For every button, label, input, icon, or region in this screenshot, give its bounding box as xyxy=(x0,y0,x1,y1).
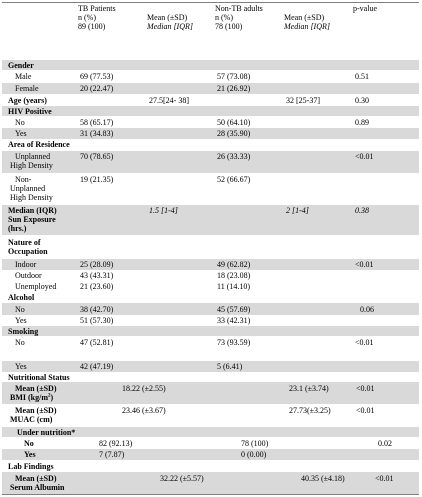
cell-mean2: 27.73(±3.25) xyxy=(289,406,331,415)
cell-median2: 32 [25-37] xyxy=(286,96,320,105)
row-label: Unemployed xyxy=(15,282,57,291)
row-label: No xyxy=(15,305,25,314)
section-hiv xyxy=(2,106,419,116)
row-label: No xyxy=(15,338,25,347)
cell-median1: 27.5[24- 38] xyxy=(149,96,189,105)
section-label: Under nutrition* xyxy=(17,428,76,437)
header-nontb-unit: n (%) xyxy=(215,13,233,22)
table-row xyxy=(2,270,419,281)
table-row xyxy=(2,303,419,315)
cell-p: <0.01 xyxy=(356,384,375,393)
row-label-2: BMI $(kg/m^2)$ xyxy=(10,393,54,402)
cell-nontb: 28 (35.90) xyxy=(217,129,251,138)
row-label-2: High Density xyxy=(10,161,53,170)
cell-tb: 38 (42.70) xyxy=(80,305,114,314)
row-label: Yes xyxy=(15,316,27,325)
header-pvalue: p-value xyxy=(353,4,377,13)
table-row xyxy=(2,449,419,460)
cell-nontb: 50 (64.10) xyxy=(217,118,251,127)
top-rule xyxy=(2,2,419,3)
cell-p: 0.06 xyxy=(360,305,374,314)
header-tb-unit: n (%) xyxy=(78,13,96,22)
cell-tb: 42 (47.19) xyxy=(80,362,114,371)
cell-p: <0.01 xyxy=(355,338,374,347)
cell-nontb: 52 (66.67) xyxy=(217,175,251,184)
cell-p: 0.38 xyxy=(355,206,369,215)
cell-tb: 21 (23.60) xyxy=(80,282,114,291)
cell-tb: 51 (57.30) xyxy=(80,316,114,325)
row-label: No xyxy=(15,118,25,127)
cell-p: 0.30 xyxy=(355,96,369,105)
row-label: Yes xyxy=(24,450,36,459)
row-label: Median (IQR) xyxy=(8,206,57,215)
section-label: Nature of xyxy=(8,238,41,247)
cell-nontb: 57 (73.08) xyxy=(217,72,251,81)
section-smoking xyxy=(2,326,419,336)
section-nutrition xyxy=(2,372,419,382)
row-label: No xyxy=(24,439,34,448)
section-occupation xyxy=(2,236,419,258)
row-label-2: MUAC (cm) xyxy=(10,415,53,424)
cell-nontb: 11 (14.10) xyxy=(217,282,251,291)
cell-tb: 69 (77.53) xyxy=(80,72,114,81)
cell-nontb: 45 (57.69) xyxy=(217,305,251,314)
row-label: Yes xyxy=(15,129,27,138)
table-row xyxy=(2,472,419,494)
cell-p: 0.89 xyxy=(355,118,369,127)
table-row xyxy=(2,281,419,292)
row-label-3: High Density xyxy=(10,193,53,202)
cell-mean1: 32.22 (±5.57) xyxy=(160,474,204,483)
cell-nontb: 78 (100) xyxy=(241,439,269,448)
header-tb-label: TB Patients xyxy=(78,4,116,13)
section-under-nutrition xyxy=(2,427,419,437)
cell-mean2: 23.1 (±3.74) xyxy=(289,384,329,393)
row-label: Outdoor xyxy=(15,271,42,280)
row-label: Mean (±SD) xyxy=(15,384,57,393)
table-row xyxy=(2,95,419,106)
header-mean2: Mean (±SD) xyxy=(284,13,325,22)
cell-tb: 43 (43.31) xyxy=(80,271,114,280)
cell-p: 0.51 xyxy=(355,72,369,81)
cell-p: <0.01 xyxy=(356,406,375,415)
cell-nontb: 26 (33.33) xyxy=(217,152,251,161)
section-label: Nutritional Status xyxy=(8,373,70,382)
section-label: Alcohol xyxy=(8,293,35,302)
table-row xyxy=(2,438,419,449)
row-label-2: Serum Albumin xyxy=(10,483,65,492)
section-gender xyxy=(2,60,419,70)
cell-median2: 2 [1-4] xyxy=(286,206,309,215)
cell-nontb: 21 (26.92) xyxy=(217,84,251,93)
header-tb-total: 89 (100) xyxy=(78,22,106,31)
row-label: Male xyxy=(15,72,32,81)
cell-tb: 20 (22.47) xyxy=(80,84,114,93)
row-label: Yes xyxy=(15,362,27,371)
cell-tb: 25 (28.09) xyxy=(80,260,114,269)
section-label: HIV Positive xyxy=(8,107,52,116)
table-row xyxy=(2,259,419,270)
table-row xyxy=(2,71,419,82)
section-lab xyxy=(2,461,419,471)
header-nontb-total: 78 (100) xyxy=(215,22,243,31)
table-row xyxy=(2,83,419,94)
section-label: Lab Findings xyxy=(8,462,54,471)
row-label-2: Sun Exposure xyxy=(8,215,56,224)
table-row xyxy=(2,117,419,128)
row-label-3: (hrs.) xyxy=(8,224,27,233)
table-row xyxy=(2,173,419,204)
cell-p: <0.01 xyxy=(355,260,374,269)
table-row xyxy=(2,361,419,372)
cell-tb: 58 (65.17) xyxy=(80,118,114,127)
header-median2: Median [IQR] xyxy=(284,22,330,31)
table-row xyxy=(2,404,419,426)
cell-nontb: 0 (0.00) xyxy=(241,450,267,459)
section-label: Gender xyxy=(8,61,34,70)
table-row xyxy=(2,382,419,404)
row-label: Unplanned xyxy=(15,152,51,161)
section-alcohol xyxy=(2,292,419,302)
header-median1: Median [IQR] xyxy=(147,22,193,31)
cell-tb: 82 (92.13) xyxy=(99,439,133,448)
header-mean1: Mean (±SD) xyxy=(147,13,188,22)
cell-tb: 31 (34.83) xyxy=(80,129,114,138)
cell-tb: 47 (52.81) xyxy=(80,338,114,347)
table-row xyxy=(2,151,419,173)
table-row xyxy=(2,336,419,360)
header-nontb-label: Non-TB adults xyxy=(215,4,263,13)
cell-nontb: 33 (42.31) xyxy=(217,316,251,325)
row-label: Non- xyxy=(15,175,32,184)
cell-nontb: 49 (62.82) xyxy=(217,260,251,269)
cell-mean1: 23.46 (±3.67) xyxy=(122,406,166,415)
cell-nontb: 18 (23.08) xyxy=(217,271,251,280)
section-label: Smoking xyxy=(8,327,39,336)
section-residence xyxy=(2,139,419,150)
cell-median1: 1.5 [1-4] xyxy=(149,206,178,215)
cell-p: 0.02 xyxy=(378,439,392,448)
table-row xyxy=(2,315,419,326)
row-label: Mean (±SD) xyxy=(15,474,57,483)
row-label: Age (years) xyxy=(8,96,47,105)
section-label: Area of Residence xyxy=(8,140,70,149)
cell-mean2: 40.35 (±4.18) xyxy=(301,474,345,483)
row-label: Mean (±SD) xyxy=(15,406,57,415)
cell-p: <0.01 xyxy=(355,152,374,161)
row-label: Female xyxy=(15,84,39,93)
cell-nontb: 73 (93.59) xyxy=(217,338,251,347)
row-label-2: Unplanned xyxy=(10,184,46,193)
table-row xyxy=(2,128,419,139)
cell-tb: 70 (78.65) xyxy=(80,152,114,161)
bottom-rule xyxy=(2,494,419,495)
cell-tb: 19 (21.35) xyxy=(80,175,114,184)
cell-mean1: 18.22 (±2.55) xyxy=(122,384,166,393)
cell-tb: 7 (7.87) xyxy=(99,450,125,459)
table-row xyxy=(2,205,419,235)
section-label-2: Occupation xyxy=(8,247,48,256)
row-label: Indoor xyxy=(15,260,37,269)
cell-p: <0.01 xyxy=(375,474,394,483)
cell-nontb: 5 (6.41) xyxy=(217,362,243,371)
